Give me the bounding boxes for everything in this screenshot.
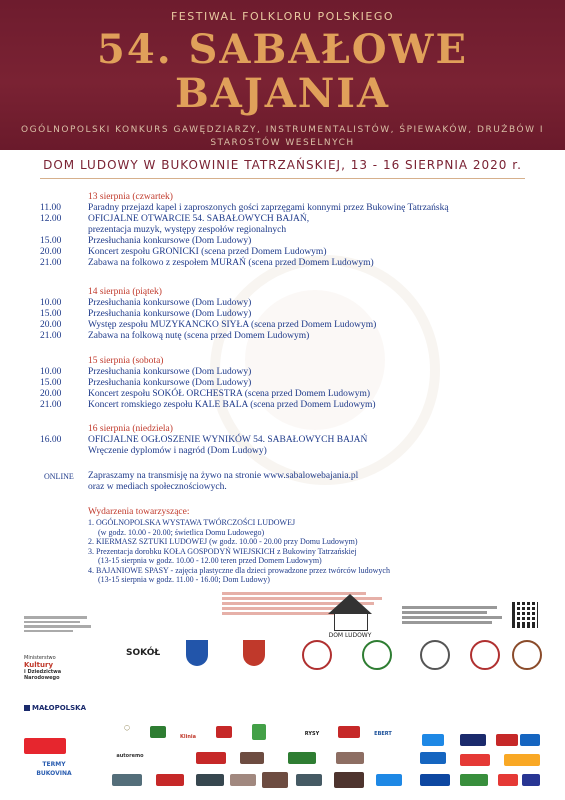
ministry-line2: Kultury <box>24 661 54 669</box>
online-label: ONLINE <box>44 472 74 481</box>
sponsor-logo-icon <box>420 774 450 786</box>
event-desc: prezentacja muzyk, występy zespołów regionalnych <box>88 225 287 235</box>
event-time: 21.00 <box>40 331 62 341</box>
festival-label: FESTIWAL FOLKLORU POLSKIEGO <box>170 10 395 23</box>
sponsor-logo-icon <box>460 734 486 746</box>
event-row <box>40 203 540 214</box>
event-row <box>40 331 540 342</box>
event-desc: Zabawa na folkową nutę (scena przed Domem Ludowym) <box>88 331 310 341</box>
event-time <box>40 225 88 236</box>
sponsor-logo-icon <box>422 734 444 746</box>
event-row <box>40 225 540 236</box>
sponsor-logo-icon <box>240 752 264 764</box>
dom-ludowy-label: DOM LUDOWY <box>328 632 372 639</box>
day-heading: 13 sierpnia (czwartek) <box>88 192 173 202</box>
event-row <box>40 389 540 400</box>
divider <box>40 178 525 179</box>
online-line2: oraz w mediach społecznościowych. <box>88 482 227 492</box>
poster-header <box>0 0 565 150</box>
sponsor-logo-icon <box>520 734 540 746</box>
event-desc: Przesłuchania konkursowe (Dom Ludowy) <box>88 236 252 246</box>
cofinance-note <box>24 614 94 634</box>
event-row <box>40 214 540 225</box>
event-row <box>40 400 540 411</box>
ministry-line1: Ministerstwo <box>24 655 56 661</box>
event-desc: Przesłuchania konkursowe (Dom Ludowy) <box>88 367 252 377</box>
sponsor-logo-icon <box>262 772 288 788</box>
event-desc: Przesłuchania konkursowe (Dom Ludowy) <box>88 378 252 388</box>
online-section <box>40 471 540 493</box>
event-time: 10.00 <box>40 367 62 377</box>
sponsor-logo-icon <box>334 772 364 788</box>
day-block <box>40 424 540 457</box>
sponsor-logo-icon <box>460 774 488 786</box>
day-block <box>40 356 540 411</box>
round-emblem-icon <box>302 640 332 670</box>
sponsor-logo-icon <box>196 774 224 786</box>
event-desc: Przesłuchania konkursowe (Dom Ludowy) <box>88 298 252 308</box>
round-emblem-icon <box>362 640 392 670</box>
event-desc: Występ zespołu MUZYKANCKO SIYŁA (scena przed Domem Ludowym) <box>88 320 377 330</box>
event-time: 21.00 <box>40 258 62 268</box>
ministry-line4: Narodowego <box>24 675 60 681</box>
event-desc: Koncert zespołu GRONICKI (scena przed Domem Ludowym) <box>88 247 327 257</box>
sponsor-logo-icon <box>504 754 540 766</box>
termy-logo: TERMY BUKOVINA <box>36 761 72 777</box>
side-event-line: (13-15 sierpnia w godz. 11.00 - 16.00; Dom Ludowy) <box>98 575 270 584</box>
side-event-line: (w godz. 10.00 - 20.00; świetlica Domu Ludowego) <box>98 527 265 537</box>
poster-title-line1: 54. SABAŁOWE <box>97 26 468 73</box>
kotelnica-logo-icon <box>24 738 66 754</box>
sponsor-logo-icon <box>496 734 518 746</box>
dom-ludowy-logo <box>322 594 378 642</box>
side-event-line: 3. Prezentacja dorobku KOŁA GOSPODYŃ WIEJSKICH z Bukowiny Tatrzańskiej <box>88 546 357 556</box>
autoremo-logo: autoremo <box>116 753 144 759</box>
venue-dateline: DOM LUDOWY W BUKOWINIE TATRZAŃSKIEJ, 13 - 16 SIERPNIA 2020 r. <box>43 158 522 172</box>
side-event-line: 4. BAJANIOWE SPASY - zajęcia plastyczne dla dzieci prowadzone przez twórców ludowych <box>88 565 390 575</box>
day-block <box>40 192 540 269</box>
event-row <box>40 378 540 389</box>
event-time: 15.00 <box>40 236 62 246</box>
day-block <box>40 287 540 342</box>
side-events <box>88 506 528 585</box>
event-desc: OFICJALNE OGŁOSZENIE WYNIKÓW 54. SABAŁOWYCH BAJAŃ <box>88 435 368 445</box>
address-block <box>402 604 502 626</box>
event-row <box>40 435 540 446</box>
sponsor-logo-icon <box>338 726 360 738</box>
sponsor-logo-icon <box>156 774 184 786</box>
sokol-logo: SOKÓŁ <box>126 648 161 658</box>
sponsor-logo-icon <box>376 774 402 786</box>
round-emblem-icon <box>512 640 542 670</box>
event-desc: Wręczenie dyplomów i nagród (Dom Ludowy) <box>88 446 267 456</box>
sponsor-logo-icon <box>498 774 518 786</box>
event-row <box>40 446 540 457</box>
sponsor-logo-icon <box>522 774 540 786</box>
event-time: 15.00 <box>40 309 62 319</box>
sponsor-logo-icon <box>230 774 256 786</box>
sponsor-logo-icon <box>216 726 232 738</box>
day-heading: 16 sierpnia (niedziela) <box>88 424 173 434</box>
side-events-heading: Wydarzenia towarzyszące: <box>88 507 190 517</box>
sponsor-logo-icon <box>252 724 266 740</box>
event-row <box>40 367 540 378</box>
sponsor-logo-icon <box>196 752 226 764</box>
sponsor-logo-icon <box>336 752 364 764</box>
house-roof-icon <box>328 594 372 614</box>
ebert-logo: EBERT <box>374 731 392 737</box>
day-heading: 14 sierpnia (piątek) <box>88 287 162 297</box>
event-time: 21.00 <box>40 400 62 410</box>
ministry-logo <box>24 655 61 681</box>
event-time: 20.00 <box>40 320 62 330</box>
coat-of-arms-icon <box>186 640 208 666</box>
sponsor-logo-icon <box>296 774 322 786</box>
ministry-line3: i Dziedzictwa <box>24 669 62 675</box>
event-time: 11.00 <box>40 203 62 213</box>
event-time: 16.00 <box>40 435 62 445</box>
klinia-logo: Klinia <box>180 734 196 740</box>
event-time: 10.00 <box>40 298 62 308</box>
event-time: 20.00 <box>40 389 62 399</box>
event-time: 20.00 <box>40 247 62 257</box>
side-event-line: 1. OGÓLNOPOLSKA WYSTAWA TWÓRCZOŚCI LUDOWEJ <box>88 518 296 527</box>
side-event-line: (13-15 sierpnia w godz. 10.00 - 12.00 teren przed Domem Ludowym) <box>98 556 322 565</box>
event-row <box>40 298 540 309</box>
round-emblem-icon <box>470 640 500 670</box>
event-desc: Zabawa na folkowo z zespołem MURAŃ (scena przed Domem Ludowym) <box>88 258 374 268</box>
poster-title-line2: BAJANIA <box>174 70 391 117</box>
event-time: 12.00 <box>40 214 62 224</box>
side-event-line: 2. KIERMASZ SZTUKI LUDOWEJ (w godz. 10.00 - 20.00 przy Domu Ludowym) <box>88 537 358 546</box>
rysy-logo: RYSY <box>304 731 320 737</box>
event-desc: Przesłuchania konkursowe (Dom Ludowy) <box>88 309 252 319</box>
day-heading: 15 sierpnia (sobota) <box>88 356 164 366</box>
event-time <box>40 446 88 457</box>
online-line1: Zapraszamy na transmisję na żywo na stronie www.sabalowebajania.pl <box>88 471 359 481</box>
malopolska-logo: MAŁOPOLSKA <box>24 704 86 712</box>
event-row <box>40 236 540 247</box>
event-desc: Paradny przejazd kapel i zaproszonych gości zaprzęgami konnymi przez Bukowinę Tatrzańską <box>88 203 449 213</box>
poster-subtitle: OGÓLNOPOLSKI KONKURS GAWĘDZIARZY, INSTRUMENTALISTÓW, ŚPIEWAKÓW, DRUŻBÓW I STAROSTÓW WESELNYCH <box>21 125 544 148</box>
event-desc: Koncert zespołu SOKÓŁ ORCHESTRA (scena przed Domem Ludowym) <box>88 389 371 399</box>
event-row <box>40 258 540 269</box>
event-desc: OFICJALNE OTWARCIE 54. SABAŁOWYCH BAJAŃ, <box>88 214 310 224</box>
sponsor-logo-icon <box>112 774 142 786</box>
event-row <box>40 309 540 320</box>
sponsor-logo: ◯ <box>124 725 130 731</box>
sponsor-logo-icon <box>460 754 490 766</box>
sponsor-logo-icon <box>150 726 166 738</box>
event-row <box>40 247 540 258</box>
qr-code-icon <box>512 602 538 628</box>
sponsor-logo-icon <box>420 752 446 764</box>
sponsor-logo-icon <box>288 752 316 764</box>
house-body-icon <box>334 614 368 631</box>
coat-of-arms-icon <box>243 640 265 666</box>
round-emblem-icon <box>420 640 450 670</box>
event-row <box>40 320 540 331</box>
event-desc: Koncert romskiego zespołu KALE BALA (scena przed Domem Ludowym) <box>88 400 376 410</box>
event-time: 15.00 <box>40 378 62 388</box>
